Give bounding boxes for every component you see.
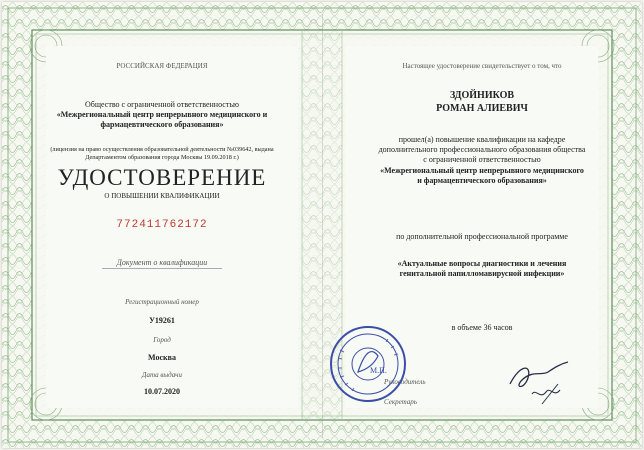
- org-line-1: Общество с ограниченной ответственностью: [85, 100, 239, 109]
- program-intro: по дополнительной профессиональной программе: [396, 232, 568, 241]
- head-label: Руководитель: [384, 378, 426, 386]
- stamp-mark: М.П.: [370, 366, 387, 375]
- reg-number-value: У19261: [149, 316, 175, 325]
- document-subtitle: О ПОВЫШЕНИИ КВАЛИФИКАЦИИ: [104, 192, 220, 200]
- org-line-3: фармацевтического образования»: [100, 120, 224, 129]
- program-line-2: генитальной папилломавирусной инфекции»: [399, 269, 565, 278]
- document-title: УДОСТОВЕРЕНИЕ: [57, 165, 267, 190]
- para-line-2: дополнительного профессионального образования общества: [378, 145, 586, 154]
- secretary-label: Секретарь: [384, 398, 417, 406]
- issue-date-label: Дата выдачи: [142, 371, 182, 379]
- intro-text: Настоящее удостоверение свидетельствует о том, что: [402, 62, 562, 70]
- doc-type-underline: [102, 268, 222, 269]
- federation-label: РОССИЙСКАЯ ФЕДЕРАЦИЯ: [116, 62, 208, 70]
- left-page: [2, 2, 322, 448]
- license-line-2: Департаментом образования города Москвы 19.09.2018 г.): [85, 154, 239, 161]
- para-line-1: прошел(а) повышение квалификации на кафедре: [398, 135, 566, 144]
- para-line-4: «Межрегиональный центр непрерывного медицинского: [380, 166, 584, 175]
- program-line-1: «Актуальные вопросы диагностики и лечения: [397, 259, 567, 268]
- hours-text: в объеме 36 часов: [451, 323, 513, 332]
- certificate-sheet: [2, 2, 642, 448]
- head-signature: [502, 354, 582, 410]
- license-line-1: (лицензия на право осуществления образовательной деятельности №039642, выдана: [50, 146, 274, 153]
- para-line-3: с ограниченной ответственностью: [423, 155, 541, 164]
- document-type: Документ о квалификации: [116, 258, 208, 267]
- holder-surname: ЗДОЙНИКОВ: [449, 90, 515, 101]
- city-value: Москва: [148, 353, 176, 362]
- city-label: Город: [153, 336, 171, 344]
- serial-number: 772411762172: [116, 219, 208, 231]
- round-stamp: [328, 324, 408, 404]
- issue-date-value: 10.07.2020: [144, 387, 180, 396]
- reg-number-label: Регистрационный номер: [125, 298, 199, 306]
- holder-name: РОМАН АЛИЕВИЧ: [436, 103, 528, 114]
- para-line-5: и фармацевтического образования»: [417, 176, 547, 185]
- org-line-2: «Межрегиональный центр непрерывного медицинского и: [56, 110, 268, 119]
